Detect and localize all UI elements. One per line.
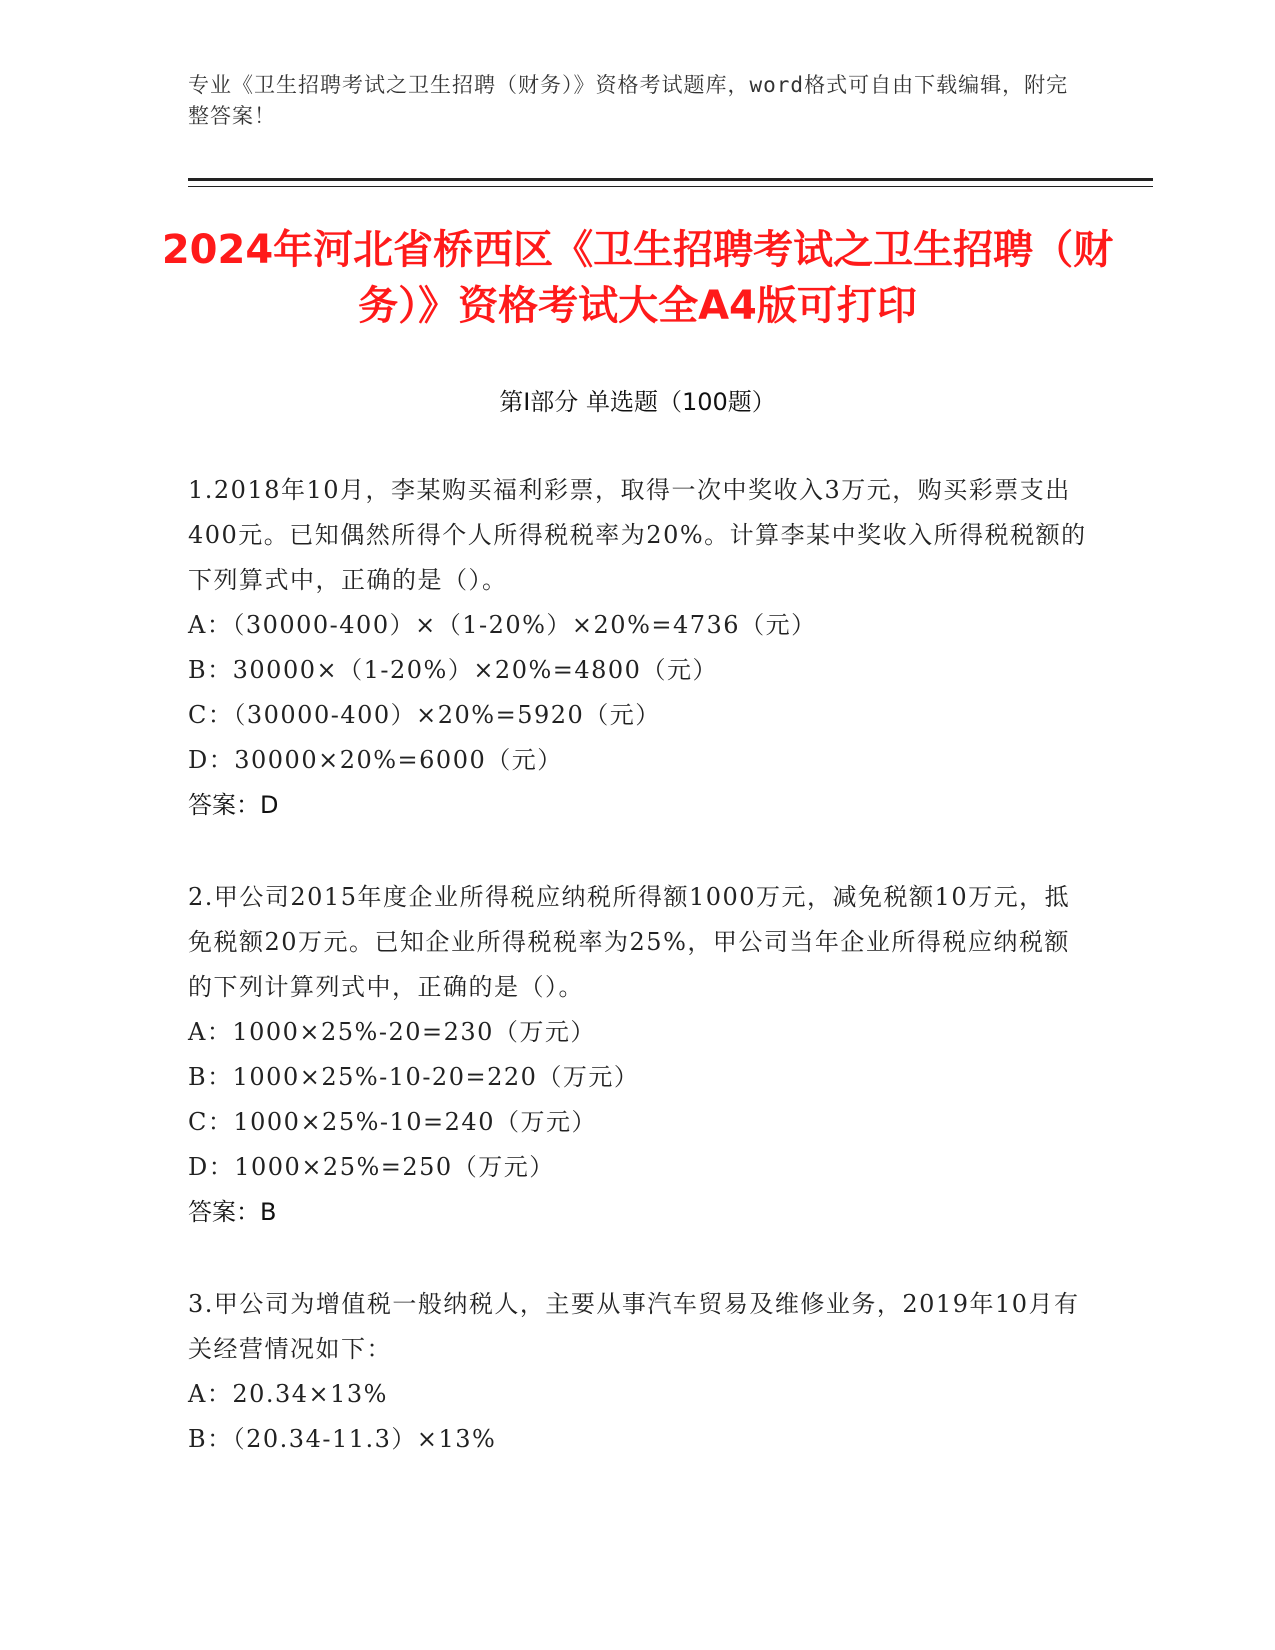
option-a: A：1000×25%-20=230（万元）	[188, 1018, 596, 1046]
answer: 答案：D	[188, 791, 279, 819]
document-title: 2024年河北省桥西区《卫生招聘考试之卫生招聘（财务）》资格考试大全A4版可打印	[161, 227, 1114, 329]
option-c: C：1000×25%-10=240（万元）	[188, 1108, 597, 1136]
section-title: 第Ⅰ部分 单选题（100题）	[499, 388, 776, 416]
option-b: B：（20.34-11.3）×13%	[188, 1425, 497, 1453]
option-d: D：1000×25%=250（万元）	[188, 1153, 555, 1181]
option-b: B：1000×25%-10-20=220（万元）	[188, 1063, 640, 1091]
question-text: 3.甲公司为增值税一般纳税人，主要从事汽车贸易及维修业务，2019年10月有关经营情况如下：	[188, 1290, 1080, 1363]
header-rule-thick	[188, 178, 1153, 181]
question-1	[188, 468, 1088, 828]
answer: 答案：B	[188, 1198, 277, 1226]
question-3	[188, 1282, 1088, 1462]
header-note: 专业《卫生招聘考试之卫生招聘（财务）》资格考试题库，word格式可自由下载编辑，附完整答案！	[188, 73, 1069, 128]
question-2	[188, 875, 1088, 1235]
question-list	[188, 468, 1088, 1509]
header-rule-thin	[188, 186, 1153, 187]
question-text: 1.2018年10月，李某购买福利彩票，取得一次中奖收入3万元，购买彩票支出400元。已知偶然所得个人所得税税率为20%。计算李某中奖收入所得税税额的下列算式中，正确的是（）。	[188, 476, 1087, 594]
option-a: A：（30000-400）×（1-20%）×20%=4736（元）	[188, 611, 817, 639]
option-d: D：30000×20%=6000（元）	[188, 746, 563, 774]
option-c: C：（30000-400）×20%=5920（元）	[188, 701, 661, 729]
option-a: A：20.34×13%	[188, 1380, 388, 1408]
option-b: B：30000×（1-20%）×20%=4800（元）	[188, 656, 718, 684]
question-text: 2.甲公司2015年度企业所得税应纳税所得额1000万元，减免税额10万元，抵免税额20万元。已知企业所得税税率为25%，甲公司当年企业所得税应纳税额的下列计算列式中，正确的是（）。	[188, 883, 1071, 1001]
